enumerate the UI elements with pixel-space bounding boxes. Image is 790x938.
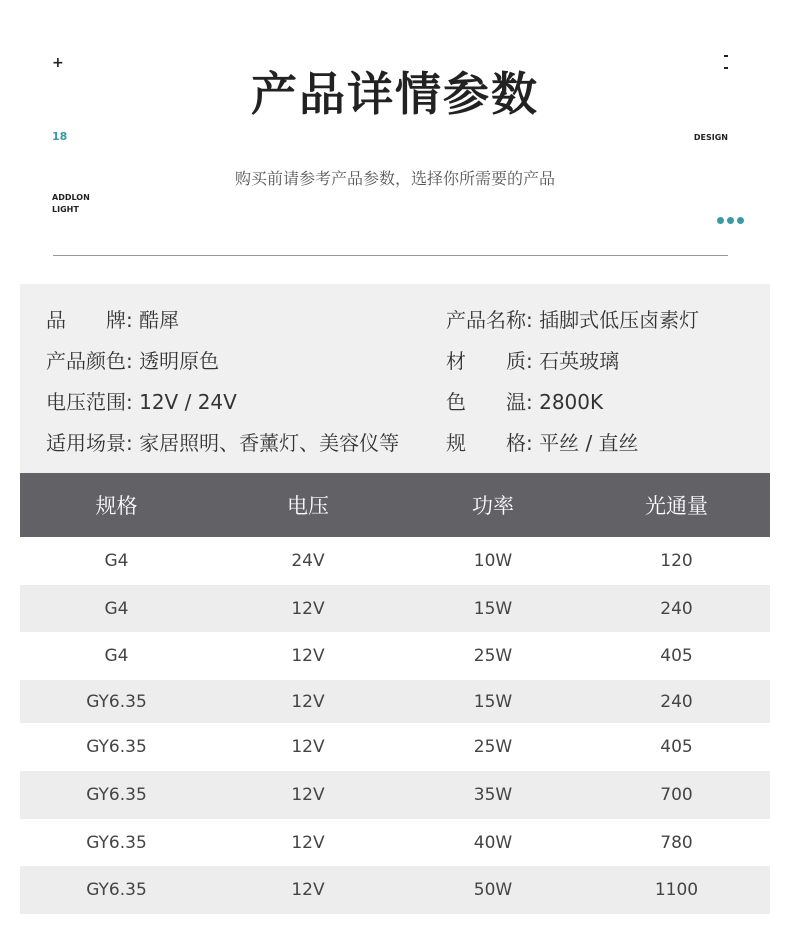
table-header-cell: 电压 [287,494,329,518]
table-cell: G4 [104,551,129,571]
table-row [20,632,770,680]
table-cell: G4 [104,598,129,619]
table-cell: GY6.35 [86,691,147,712]
table-header-row [20,473,770,537]
brand-tag [52,192,90,216]
param-label: 色 温: [446,390,533,414]
table-cell: 12V [291,691,325,712]
param-value: 平丝 / 直丝 [539,431,639,455]
table-cell: 1100 [654,880,699,900]
page-number: 18 [52,130,68,143]
param-value: 插脚式低压卤素灯 [539,308,700,332]
table-header-cell: 功率 [472,494,514,518]
table-row [20,819,770,866]
param-voltage-range [46,386,237,415]
param-label: 适用场景: [46,431,133,455]
table-cell: 12V [291,880,325,900]
table-cell: 10W [473,551,513,571]
brand-line-1: ADDLON [52,193,90,202]
param-material [446,345,619,374]
table-cell: 120 [660,551,693,571]
table-row [20,723,770,771]
table-cell: 240 [660,691,693,712]
page-title: 产品详情参数 [251,67,539,121]
table-row [20,537,770,585]
table-cell: 700 [660,785,693,805]
param-spec [446,427,639,456]
param-label: 品 牌: [46,308,133,332]
table-cell: 50W [473,880,513,900]
plus-mark: + [52,55,64,71]
table-row [20,680,770,723]
page-subtitle: 购买前请参考产品参数，选择你所需要的产品 [234,169,555,188]
table-row [20,771,770,819]
table-cell: 25W [473,737,513,757]
param-value: 石英玻璃 [539,349,620,373]
param-label: 材 质: [446,349,533,373]
table-cell: 12V [291,832,325,853]
more-dots-icon [717,217,744,224]
table-header-cell: 光通量 [645,494,708,518]
table-cell: 12V [291,646,325,666]
table-cell: 15W [473,598,513,619]
table-header-cell: 规格 [95,494,138,518]
dot-icon [717,217,724,224]
param-label: 电压范围: [46,390,133,414]
param-value: 12V / 24V [139,390,237,414]
table-cell: 15W [473,691,513,712]
brand-line-2: LIGHT [52,205,79,214]
param-value: 家居照明、香薰灯、美容仪等 [139,431,400,455]
params-panel [20,284,770,473]
table-cell: GY6.35 [86,832,147,853]
param-brand [46,304,179,333]
param-label: 规 格: [446,431,533,455]
table-cell: GY6.35 [86,880,147,900]
table-cell: 405 [660,737,693,757]
header-divider [53,255,728,256]
table-cell: 35W [473,785,513,805]
param-value: 2800K [539,390,604,414]
table-cell: 25W [473,646,513,666]
table-cell: G4 [104,646,129,666]
table-cell: 40W [473,832,513,853]
param-usage [46,427,399,456]
dot-icon [727,217,734,224]
param-label: 产品颜色: [46,349,133,373]
param-label: 产品名称: [446,308,533,332]
table-row [20,585,770,632]
table-cell: 12V [291,785,325,805]
param-value: 透明原色 [139,349,220,373]
param-product-name [446,304,699,333]
table-row [20,866,770,914]
table-cell: 12V [291,598,325,619]
table-cell: GY6.35 [86,737,147,757]
table-cell: GY6.35 [86,785,147,805]
table-cell: 24V [291,551,325,571]
table-cell: 240 [660,598,693,619]
table-cell: 780 [660,832,693,853]
spec-table [20,473,770,914]
table-cell: 405 [660,646,693,666]
param-value: 酷犀 [139,308,180,332]
param-color-temp [446,386,603,415]
param-color [46,345,219,374]
design-tag: DESIGN [693,133,728,142]
dot-icon [737,217,744,224]
table-cell: 12V [291,737,325,757]
